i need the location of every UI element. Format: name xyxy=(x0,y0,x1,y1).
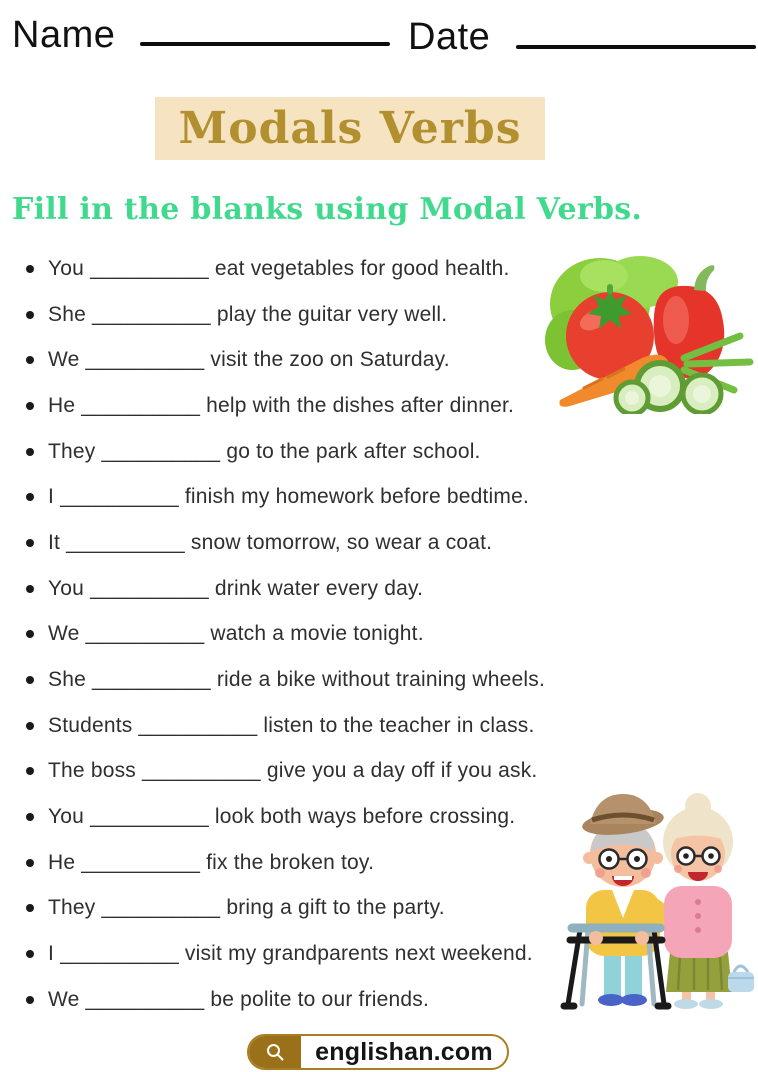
sentence-text: They __________ go to the park after school. xyxy=(48,439,481,463)
sentence-item xyxy=(26,474,752,520)
sentence-text: Students __________ listen to the teacher in class. xyxy=(48,713,535,737)
elderly-couple-image xyxy=(558,780,756,1016)
sentence-text: You __________ look both ways before crossing. xyxy=(48,805,516,829)
search-icon xyxy=(265,1042,285,1062)
sentence-text: I __________ visit my grandparents next weekend. xyxy=(48,942,533,966)
sentence-item xyxy=(26,612,752,658)
bullet-icon xyxy=(26,904,34,912)
sentence-text: He __________ help with the dishes after dinner. xyxy=(48,393,515,417)
sentence-text: It __________ snow tomorrow, so wear a coat. xyxy=(48,530,493,554)
search-chip xyxy=(249,1036,301,1068)
sentence-text: The boss __________ give you a day off if you ask. xyxy=(48,759,538,783)
sentence-text: You __________ drink water every day. xyxy=(48,576,424,600)
bullet-icon xyxy=(26,448,34,456)
bullet-icon xyxy=(26,630,34,638)
sentence-item xyxy=(26,703,752,749)
sentence-item xyxy=(26,429,752,475)
bullet-icon xyxy=(26,265,34,273)
sentence-item xyxy=(26,292,752,338)
instruction-heading: Fill in the blanks using Modal Verbs. xyxy=(12,192,643,227)
bullet-icon xyxy=(26,585,34,593)
date-blank-line xyxy=(516,45,756,49)
sentence-item xyxy=(26,566,752,612)
website-text: englishan.com xyxy=(315,1037,493,1066)
date-label: Date xyxy=(408,16,491,58)
sentence-text: I __________ finish my homework before bedtime. xyxy=(48,485,530,509)
sentence-item xyxy=(26,337,752,383)
sentence-text: He __________ fix the broken toy. xyxy=(48,850,375,874)
sentence-item xyxy=(26,383,752,429)
sentence-text: She __________ ride a bike without training wheels. xyxy=(48,668,546,692)
bullet-icon xyxy=(26,539,34,547)
bullet-icon xyxy=(26,356,34,364)
bullet-icon xyxy=(26,493,34,501)
name-blank-line xyxy=(140,42,390,46)
sentence-item xyxy=(26,657,752,703)
name-label: Name xyxy=(12,14,116,56)
sentence-text: They __________ bring a gift to the party. xyxy=(48,896,445,920)
bullet-icon xyxy=(26,950,34,958)
bullet-icon xyxy=(26,859,34,867)
bullet-icon xyxy=(26,813,34,821)
bullet-icon xyxy=(26,676,34,684)
bullet-icon xyxy=(26,767,34,775)
title-banner xyxy=(155,97,545,160)
sentence-text: We __________ be polite to our friends. xyxy=(48,987,430,1011)
sentence-text: She __________ play the guitar very well. xyxy=(48,302,448,326)
bullet-icon xyxy=(26,996,34,1004)
bullet-icon xyxy=(26,402,34,410)
website-link[interactable] xyxy=(247,1034,509,1070)
sentence-text: We __________ visit the zoo on Saturday. xyxy=(48,348,450,372)
sentence-text: We __________ watch a movie tonight. xyxy=(48,622,424,646)
sentence-text: You __________ eat vegetables for good health. xyxy=(48,256,510,280)
bullet-icon xyxy=(26,311,34,319)
sentence-item xyxy=(26,520,752,566)
page-title: Modals Verbs xyxy=(178,103,522,154)
sentence-item xyxy=(26,246,752,292)
grandmother-figure xyxy=(663,793,754,1009)
bullet-icon xyxy=(26,722,34,730)
